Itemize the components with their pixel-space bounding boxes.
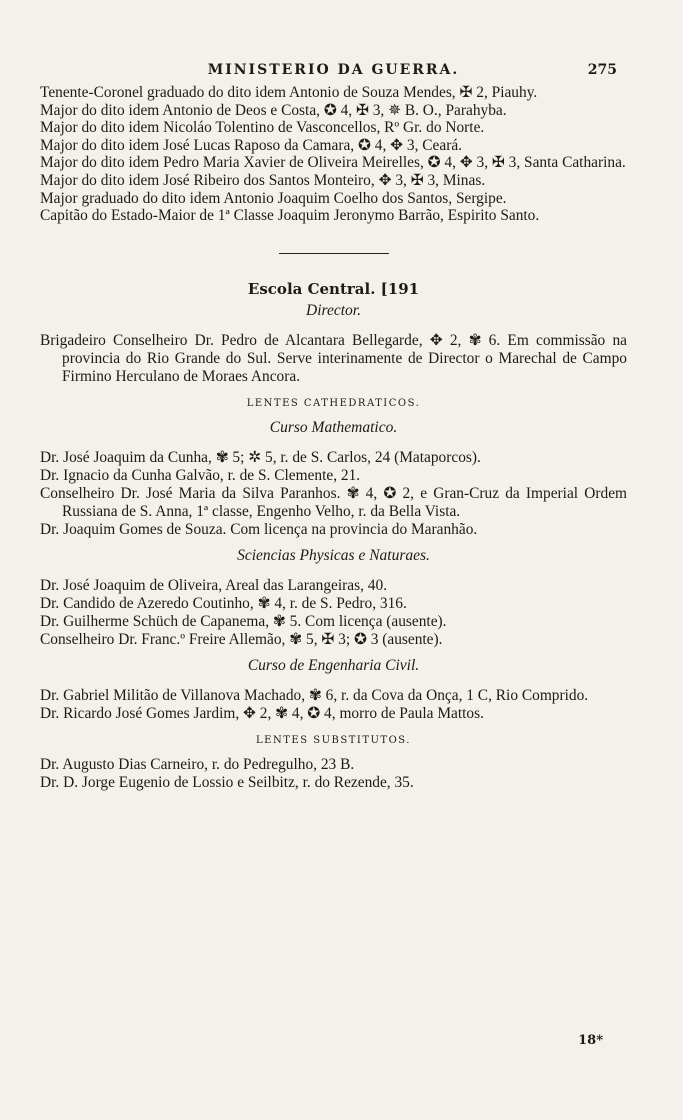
school-title: Escola Central. [191	[247, 279, 420, 298]
list-item: Dr. D. Jorge Eugenio de Lossio e Seilbitz, r. do Rezende, 35.	[40, 773, 414, 791]
officers-list	[40, 84, 627, 225]
list-item: Dr. José Joaquim de Oliveira, Areal das Larangeiras, 40.	[40, 576, 388, 594]
signature-mark: 18*	[578, 1033, 603, 1048]
list-item: Dr. Augusto Dias Carneiro, r. do Pedregulho, 23 B.	[40, 755, 355, 773]
section-divider	[279, 253, 389, 254]
list-item: Dr. Candido de Azeredo Coutinho, ✾ 4, r. de S. Pedro, 316.	[40, 594, 407, 612]
list-item: Conselheiro Dr. José Maria da Silva Paranhos. ✾ 4, ✪ 2, e Gran-Cruz da Imperial Ordem Russiana de S. Anna, 1ª classe, Engenho Velho, r. da Bella Vista.	[40, 484, 627, 520]
page-title: MINISTERIO DA GUERRA.	[207, 62, 460, 78]
list-item: Major graduado do dito idem Antonio Joaquim Coelho dos Santos, Sergipe.	[40, 189, 507, 207]
lentes-cathedraticos-heading: LENTES CATHEDRATICOS.	[246, 397, 421, 409]
curso-mathematico-heading: Curso Mathematico.	[269, 418, 398, 436]
list-item: Dr. Guilherme Schüch de Capanema, ✾ 5. Com licença (ausente).	[40, 612, 447, 630]
list-item: Major do dito idem José Ribeiro dos Santos Monteiro, ✥ 3, ✠ 3, Minas.	[40, 171, 486, 189]
list-item: Tenente-Coronel graduado do dito idem Antonio de Souza Mendes, ✠ 2, Piauhy.	[40, 84, 538, 101]
list-item: Capitão do Estado-Maior de 1ª Classe Joaquim Jeronymo Barrão, Espirito Santo.	[40, 207, 540, 225]
list-item: Dr. Joaquim Gomes de Souza. Com licença na provincia do Maranhão.	[40, 520, 478, 538]
director-heading: Director.	[306, 301, 361, 319]
list-item: Major do dito idem Antonio de Deos e Costa, ✪ 4, ✠ 3, ✵ B. O., Parahyba.	[40, 101, 507, 119]
list-item: Dr. Ricardo José Gomes Jardim, ✥ 2, ✾ 4, ✪ 4, morro de Paula Mattos.	[40, 704, 484, 722]
list-item: Major do dito idem Pedro Maria Xavier de Oliveira Meirelles, ✪ 4, ✥ 3, ✠ 3, Santa Catharina.	[40, 154, 626, 172]
list-item: Major do dito idem José Lucas Raposo da Camara, ✪ 4, ✥ 3, Ceará.	[40, 136, 463, 154]
list-item: Major do dito idem Nicoláo Tolentino de Vasconcellos, Rº Gr. do Norte.	[40, 119, 485, 137]
sciencias-heading: Sciencias Physicas e Naturaes.	[237, 546, 430, 564]
list-item: Dr. Gabriel Militão de Villanova Machado, ✾ 6, r. da Cova da Onça, 1 C, Rio Comprido.	[40, 686, 589, 704]
list-item: Dr. Ignacio da Cunha Galvão, r. de S. Clemente, 21.	[40, 466, 361, 484]
director-entry: Brigadeiro Conselheiro Dr. Pedro de Alcantara Bellegarde, ✥ 2, ✾ 6. Em commissão na provincia do Rio Grande do Sul. Serve interinamente de Director o Marechal de Campo Firmino Herculano de Moraes Ancora.	[40, 331, 627, 385]
list-item: Dr. José Joaquim da Cunha, ✾ 5; ✲ 5, r. de S. Carlos, 24 (Mataporcos).	[40, 448, 481, 466]
list-item: Conselheiro Dr. Franc.º Freire Allemão, ✾ 5, ✠ 3; ✪ 3 (ausente).	[40, 630, 443, 648]
lentes-substitutos-heading: LENTES SUBSTITUTOS.	[256, 734, 411, 746]
page-number: 275	[587, 62, 617, 78]
running-header	[40, 62, 627, 84]
engenharia-heading: Curso de Engenharia Civil.	[247, 656, 420, 674]
